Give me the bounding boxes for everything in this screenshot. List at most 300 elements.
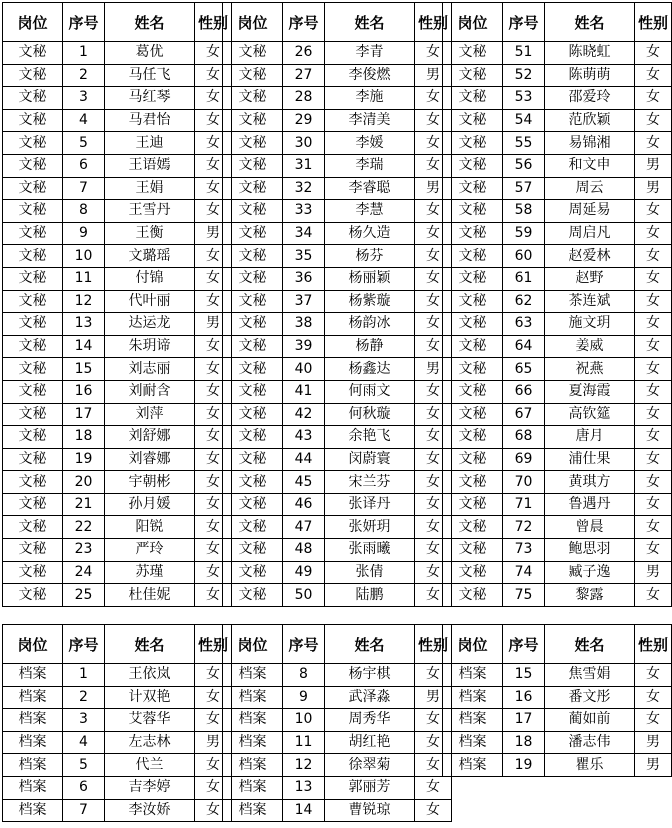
cell-no: 68 bbox=[503, 426, 545, 449]
cell-sex: 女 bbox=[635, 335, 672, 358]
cell-no: 1 bbox=[63, 664, 105, 687]
cell-sex: 女 bbox=[415, 403, 452, 426]
cell-no: 15 bbox=[503, 664, 545, 687]
table-row bbox=[443, 109, 672, 132]
cell-sex: 女 bbox=[635, 539, 672, 562]
cell-post: 文秘 bbox=[3, 245, 63, 268]
cell-post: 文秘 bbox=[3, 87, 63, 110]
cell-sex: 女 bbox=[635, 42, 672, 65]
table-row bbox=[3, 335, 232, 358]
cell-name: 杨丽颖 bbox=[325, 267, 415, 290]
cell-no: 30 bbox=[283, 132, 325, 155]
cell-no: 47 bbox=[283, 516, 325, 539]
cell-no: 73 bbox=[503, 539, 545, 562]
cell-name: 胡红艳 bbox=[325, 731, 415, 754]
header-sex: 性别 bbox=[195, 625, 232, 664]
cell-post: 文秘 bbox=[443, 87, 503, 110]
cell-no: 32 bbox=[283, 177, 325, 200]
cell-sex: 女 bbox=[415, 709, 452, 732]
cell-post: 文秘 bbox=[223, 132, 283, 155]
table-row bbox=[3, 290, 232, 313]
table-row bbox=[3, 754, 232, 777]
cell-sex: 女 bbox=[195, 776, 232, 799]
table-row bbox=[3, 776, 232, 799]
cell-name: 王迪 bbox=[105, 132, 195, 155]
table-row bbox=[3, 154, 232, 177]
cell-post: 文秘 bbox=[223, 539, 283, 562]
cell-post: 文秘 bbox=[223, 154, 283, 177]
table-row bbox=[223, 754, 452, 777]
cell-sex: 女 bbox=[415, 290, 452, 313]
cell-sex: 女 bbox=[415, 561, 452, 584]
cell-post: 文秘 bbox=[3, 64, 63, 87]
cell-sex: 女 bbox=[195, 686, 232, 709]
cell-no: 4 bbox=[63, 731, 105, 754]
cell-no: 67 bbox=[503, 403, 545, 426]
cell-no: 10 bbox=[63, 245, 105, 268]
cell-no: 72 bbox=[503, 516, 545, 539]
cell-post: 文秘 bbox=[443, 358, 503, 381]
table-row bbox=[443, 471, 672, 494]
cell-post: 文秘 bbox=[443, 267, 503, 290]
table-row bbox=[223, 200, 452, 223]
cell-post: 文秘 bbox=[3, 154, 63, 177]
cell-no: 37 bbox=[283, 290, 325, 313]
header-no: 序号 bbox=[283, 625, 325, 664]
table-row bbox=[223, 516, 452, 539]
cell-post: 文秘 bbox=[443, 380, 503, 403]
cell-name: 张译丹 bbox=[325, 493, 415, 516]
table-row bbox=[443, 561, 672, 584]
cell-post: 文秘 bbox=[223, 222, 283, 245]
table-row bbox=[3, 403, 232, 426]
cell-sex: 女 bbox=[635, 87, 672, 110]
table-row bbox=[443, 380, 672, 403]
cell-sex: 女 bbox=[415, 109, 452, 132]
cell-no: 27 bbox=[283, 64, 325, 87]
table-row bbox=[223, 64, 452, 87]
cell-no: 57 bbox=[503, 177, 545, 200]
cell-sex: 女 bbox=[195, 664, 232, 687]
cell-sex: 女 bbox=[635, 222, 672, 245]
cell-no: 52 bbox=[503, 64, 545, 87]
cell-no: 42 bbox=[283, 403, 325, 426]
header-sex: 性别 bbox=[195, 3, 232, 42]
cell-name: 唐月 bbox=[545, 426, 635, 449]
header-name: 姓名 bbox=[545, 625, 635, 664]
cell-no: 21 bbox=[63, 493, 105, 516]
cell-sex: 女 bbox=[195, 87, 232, 110]
cell-name: 王衡 bbox=[105, 222, 195, 245]
header-row bbox=[223, 3, 452, 42]
cell-no: 17 bbox=[63, 403, 105, 426]
cell-name: 艾蓉华 bbox=[105, 709, 195, 732]
cell-name: 付锦 bbox=[105, 267, 195, 290]
cell-post: 文秘 bbox=[443, 471, 503, 494]
table-row bbox=[223, 686, 452, 709]
table-row bbox=[443, 664, 672, 687]
cell-no: 22 bbox=[63, 516, 105, 539]
cell-name: 左志林 bbox=[105, 731, 195, 754]
cell-name: 马任飞 bbox=[105, 64, 195, 87]
cell-sex: 女 bbox=[415, 200, 452, 223]
cell-sex: 男 bbox=[195, 222, 232, 245]
cell-no: 75 bbox=[503, 584, 545, 607]
cell-post: 文秘 bbox=[443, 200, 503, 223]
table-row bbox=[3, 493, 232, 516]
cell-post: 文秘 bbox=[3, 132, 63, 155]
cell-sex: 女 bbox=[415, 426, 452, 449]
cell-sex: 女 bbox=[195, 709, 232, 732]
cell-sex: 女 bbox=[415, 539, 452, 562]
cell-name: 张妍玥 bbox=[325, 516, 415, 539]
cell-no: 9 bbox=[283, 686, 325, 709]
cell-sex: 女 bbox=[195, 200, 232, 223]
cell-no: 13 bbox=[283, 776, 325, 799]
cell-name: 郭丽芳 bbox=[325, 776, 415, 799]
cell-name: 闵蔚寰 bbox=[325, 448, 415, 471]
cell-post: 文秘 bbox=[3, 290, 63, 313]
cell-name: 陈萌萌 bbox=[545, 64, 635, 87]
cell-sex: 女 bbox=[415, 664, 452, 687]
cell-name: 祝燕 bbox=[545, 358, 635, 381]
table-row bbox=[443, 493, 672, 516]
roster-table-1 bbox=[2, 2, 232, 607]
table-row bbox=[443, 245, 672, 268]
header-row bbox=[443, 3, 672, 42]
cell-no: 48 bbox=[283, 539, 325, 562]
header-sex: 性别 bbox=[415, 625, 452, 664]
cell-post: 文秘 bbox=[3, 516, 63, 539]
header-post: 岗位 bbox=[3, 3, 63, 42]
cell-sex: 女 bbox=[195, 380, 232, 403]
cell-no: 64 bbox=[503, 335, 545, 358]
table-row bbox=[223, 267, 452, 290]
cell-sex: 男 bbox=[635, 754, 672, 777]
cell-no: 1 bbox=[63, 42, 105, 65]
cell-no: 54 bbox=[503, 109, 545, 132]
cell-no: 35 bbox=[283, 245, 325, 268]
cell-no: 12 bbox=[283, 754, 325, 777]
cell-name: 刘萍 bbox=[105, 403, 195, 426]
header-name: 姓名 bbox=[325, 3, 415, 42]
table-row bbox=[3, 109, 232, 132]
cell-post: 档案 bbox=[3, 686, 63, 709]
cell-sex: 女 bbox=[635, 290, 672, 313]
cell-sex: 女 bbox=[635, 267, 672, 290]
cell-post: 文秘 bbox=[443, 132, 503, 155]
cell-sex: 女 bbox=[195, 154, 232, 177]
cell-name: 计双艳 bbox=[105, 686, 195, 709]
cell-post: 文秘 bbox=[3, 222, 63, 245]
cell-no: 34 bbox=[283, 222, 325, 245]
table-row bbox=[443, 290, 672, 313]
cell-name: 刘志丽 bbox=[105, 358, 195, 381]
header-no: 序号 bbox=[283, 3, 325, 42]
cell-post: 文秘 bbox=[223, 245, 283, 268]
cell-sex: 女 bbox=[635, 245, 672, 268]
header-post: 岗位 bbox=[223, 3, 283, 42]
cell-name: 王语嫣 bbox=[105, 154, 195, 177]
table-row bbox=[223, 222, 452, 245]
cell-post: 文秘 bbox=[223, 561, 283, 584]
cell-post: 文秘 bbox=[223, 471, 283, 494]
cell-name: 张雨曦 bbox=[325, 539, 415, 562]
cell-sex: 女 bbox=[195, 267, 232, 290]
cell-sex: 女 bbox=[415, 154, 452, 177]
cell-post: 档案 bbox=[3, 776, 63, 799]
table-row bbox=[223, 448, 452, 471]
cell-post: 文秘 bbox=[223, 200, 283, 223]
cell-sex: 女 bbox=[195, 516, 232, 539]
cell-name: 黄琪方 bbox=[545, 471, 635, 494]
table-row bbox=[223, 87, 452, 110]
cell-name: 杜佳妮 bbox=[105, 584, 195, 607]
cell-sex: 女 bbox=[415, 87, 452, 110]
cell-name: 范欣颖 bbox=[545, 109, 635, 132]
table-row bbox=[223, 132, 452, 155]
cell-name: 杨鑫达 bbox=[325, 358, 415, 381]
table-row bbox=[223, 358, 452, 381]
cell-sex: 男 bbox=[635, 731, 672, 754]
cell-sex: 女 bbox=[415, 380, 452, 403]
table-row bbox=[223, 426, 452, 449]
table-row bbox=[443, 584, 672, 607]
cell-name: 李青 bbox=[325, 42, 415, 65]
cell-post: 档案 bbox=[443, 686, 503, 709]
cell-sex: 女 bbox=[195, 799, 232, 822]
cell-sex: 女 bbox=[415, 754, 452, 777]
cell-sex: 女 bbox=[635, 132, 672, 155]
cell-post: 文秘 bbox=[443, 290, 503, 313]
cell-post: 文秘 bbox=[223, 290, 283, 313]
cell-no: 44 bbox=[283, 448, 325, 471]
cell-post: 档案 bbox=[443, 664, 503, 687]
cell-sex: 男 bbox=[635, 177, 672, 200]
header-post: 岗位 bbox=[3, 625, 63, 664]
header-name: 姓名 bbox=[545, 3, 635, 42]
cell-no: 20 bbox=[63, 471, 105, 494]
cell-name: 夏海霞 bbox=[545, 380, 635, 403]
header-row bbox=[3, 625, 232, 664]
cell-post: 文秘 bbox=[223, 267, 283, 290]
cell-post: 文秘 bbox=[443, 426, 503, 449]
cell-name: 施文玥 bbox=[545, 313, 635, 336]
cell-sex: 女 bbox=[635, 109, 672, 132]
cell-name: 高钦筵 bbox=[545, 403, 635, 426]
cell-name: 李睿聪 bbox=[325, 177, 415, 200]
table-row bbox=[223, 539, 452, 562]
cell-post: 档案 bbox=[223, 754, 283, 777]
cell-sex: 女 bbox=[195, 177, 232, 200]
table-row bbox=[3, 686, 232, 709]
cell-post: 文秘 bbox=[3, 493, 63, 516]
cell-name: 杨宇棋 bbox=[325, 664, 415, 687]
cell-name: 赵爱林 bbox=[545, 245, 635, 268]
cell-sex: 女 bbox=[195, 584, 232, 607]
cell-no: 8 bbox=[283, 664, 325, 687]
cell-name: 周云 bbox=[545, 177, 635, 200]
header-sex: 性别 bbox=[415, 3, 452, 42]
table-row bbox=[3, 42, 232, 65]
cell-no: 5 bbox=[63, 754, 105, 777]
table-row bbox=[223, 776, 452, 799]
table-row bbox=[3, 471, 232, 494]
cell-name: 浦仕果 bbox=[545, 448, 635, 471]
table-row bbox=[443, 426, 672, 449]
table-row bbox=[3, 799, 232, 822]
table-row bbox=[223, 290, 452, 313]
cell-post: 文秘 bbox=[223, 358, 283, 381]
cell-no: 61 bbox=[503, 267, 545, 290]
header-post: 岗位 bbox=[443, 3, 503, 42]
cell-post: 档案 bbox=[223, 664, 283, 687]
cell-name: 刘舒娜 bbox=[105, 426, 195, 449]
cell-no: 49 bbox=[283, 561, 325, 584]
cell-sex: 女 bbox=[635, 471, 672, 494]
cell-post: 档案 bbox=[3, 664, 63, 687]
cell-no: 11 bbox=[63, 267, 105, 290]
cell-no: 4 bbox=[63, 109, 105, 132]
cell-name: 赵野 bbox=[545, 267, 635, 290]
cell-no: 50 bbox=[283, 584, 325, 607]
cell-post: 文秘 bbox=[223, 516, 283, 539]
cell-name: 王依岚 bbox=[105, 664, 195, 687]
cell-sex: 女 bbox=[195, 448, 232, 471]
table-row bbox=[3, 516, 232, 539]
header-post: 岗位 bbox=[443, 625, 503, 664]
table-row bbox=[223, 799, 452, 822]
cell-name: 邵爱玲 bbox=[545, 87, 635, 110]
cell-name: 番文彤 bbox=[545, 686, 635, 709]
cell-name: 李清美 bbox=[325, 109, 415, 132]
cell-sex: 女 bbox=[635, 64, 672, 87]
cell-post: 文秘 bbox=[443, 493, 503, 516]
cell-sex: 女 bbox=[195, 493, 232, 516]
cell-name: 葛优 bbox=[105, 42, 195, 65]
cell-post: 文秘 bbox=[443, 42, 503, 65]
cell-name: 李汝娇 bbox=[105, 799, 195, 822]
table-row bbox=[443, 335, 672, 358]
cell-name: 周延易 bbox=[545, 200, 635, 223]
cell-sex: 女 bbox=[415, 42, 452, 65]
cell-post: 文秘 bbox=[443, 245, 503, 268]
cell-no: 17 bbox=[503, 709, 545, 732]
cell-name: 苏瑾 bbox=[105, 561, 195, 584]
cell-name: 孙月媛 bbox=[105, 493, 195, 516]
table-row bbox=[223, 109, 452, 132]
cell-sex: 男 bbox=[415, 177, 452, 200]
cell-name: 张倩 bbox=[325, 561, 415, 584]
cell-no: 38 bbox=[283, 313, 325, 336]
table-row bbox=[223, 245, 452, 268]
cell-no: 69 bbox=[503, 448, 545, 471]
cell-no: 46 bbox=[283, 493, 325, 516]
table-row bbox=[223, 584, 452, 607]
cell-name: 黎露 bbox=[545, 584, 635, 607]
cell-name: 曹锐琼 bbox=[325, 799, 415, 822]
cell-name: 刘耐含 bbox=[105, 380, 195, 403]
cell-no: 19 bbox=[63, 448, 105, 471]
cell-sex: 女 bbox=[415, 313, 452, 336]
header-no: 序号 bbox=[503, 3, 545, 42]
cell-post: 文秘 bbox=[443, 335, 503, 358]
cell-no: 3 bbox=[63, 87, 105, 110]
cell-sex: 男 bbox=[635, 561, 672, 584]
cell-post: 档案 bbox=[443, 709, 503, 732]
table-row bbox=[443, 267, 672, 290]
table-row bbox=[443, 87, 672, 110]
cell-name: 马君怡 bbox=[105, 109, 195, 132]
cell-sex: 女 bbox=[415, 267, 452, 290]
table-row bbox=[223, 471, 452, 494]
cell-sex: 女 bbox=[415, 132, 452, 155]
cell-post: 文秘 bbox=[3, 403, 63, 426]
header-row bbox=[223, 625, 452, 664]
cell-post: 文秘 bbox=[443, 154, 503, 177]
table-row bbox=[223, 664, 452, 687]
cell-no: 39 bbox=[283, 335, 325, 358]
cell-sex: 女 bbox=[195, 335, 232, 358]
cell-no: 15 bbox=[63, 358, 105, 381]
cell-sex: 女 bbox=[635, 313, 672, 336]
cell-sex: 女 bbox=[195, 109, 232, 132]
header-no: 序号 bbox=[63, 3, 105, 42]
cell-no: 23 bbox=[63, 539, 105, 562]
cell-no: 36 bbox=[283, 267, 325, 290]
cell-no: 14 bbox=[283, 799, 325, 822]
table-row bbox=[3, 731, 232, 754]
table-row bbox=[443, 686, 672, 709]
cell-no: 59 bbox=[503, 222, 545, 245]
header-row bbox=[3, 3, 232, 42]
cell-name: 达运龙 bbox=[105, 313, 195, 336]
cell-no: 70 bbox=[503, 471, 545, 494]
cell-sex: 女 bbox=[415, 335, 452, 358]
cell-no: 8 bbox=[63, 200, 105, 223]
table-row bbox=[443, 403, 672, 426]
cell-post: 文秘 bbox=[223, 313, 283, 336]
cell-post: 文秘 bbox=[223, 584, 283, 607]
cell-name: 代叶丽 bbox=[105, 290, 195, 313]
cell-sex: 女 bbox=[415, 493, 452, 516]
cell-post: 文秘 bbox=[3, 448, 63, 471]
cell-sex: 女 bbox=[415, 584, 452, 607]
table-row bbox=[443, 313, 672, 336]
cell-name: 鲁遇丹 bbox=[545, 493, 635, 516]
cell-post: 文秘 bbox=[443, 109, 503, 132]
cell-no: 18 bbox=[503, 731, 545, 754]
cell-post: 档案 bbox=[3, 754, 63, 777]
cell-name: 李俊燃 bbox=[325, 64, 415, 87]
table-row bbox=[3, 87, 232, 110]
cell-name: 王雪丹 bbox=[105, 200, 195, 223]
cell-name: 焦雪娟 bbox=[545, 664, 635, 687]
cell-post: 文秘 bbox=[223, 380, 283, 403]
cell-sex: 男 bbox=[195, 731, 232, 754]
cell-no: 45 bbox=[283, 471, 325, 494]
cell-post: 档案 bbox=[223, 731, 283, 754]
cell-name: 陈晓虹 bbox=[545, 42, 635, 65]
table-row bbox=[3, 132, 232, 155]
table-row bbox=[3, 380, 232, 403]
cell-sex: 女 bbox=[415, 222, 452, 245]
cell-sex: 女 bbox=[195, 561, 232, 584]
cell-no: 58 bbox=[503, 200, 545, 223]
cell-no: 10 bbox=[283, 709, 325, 732]
table-row bbox=[223, 42, 452, 65]
cell-no: 33 bbox=[283, 200, 325, 223]
